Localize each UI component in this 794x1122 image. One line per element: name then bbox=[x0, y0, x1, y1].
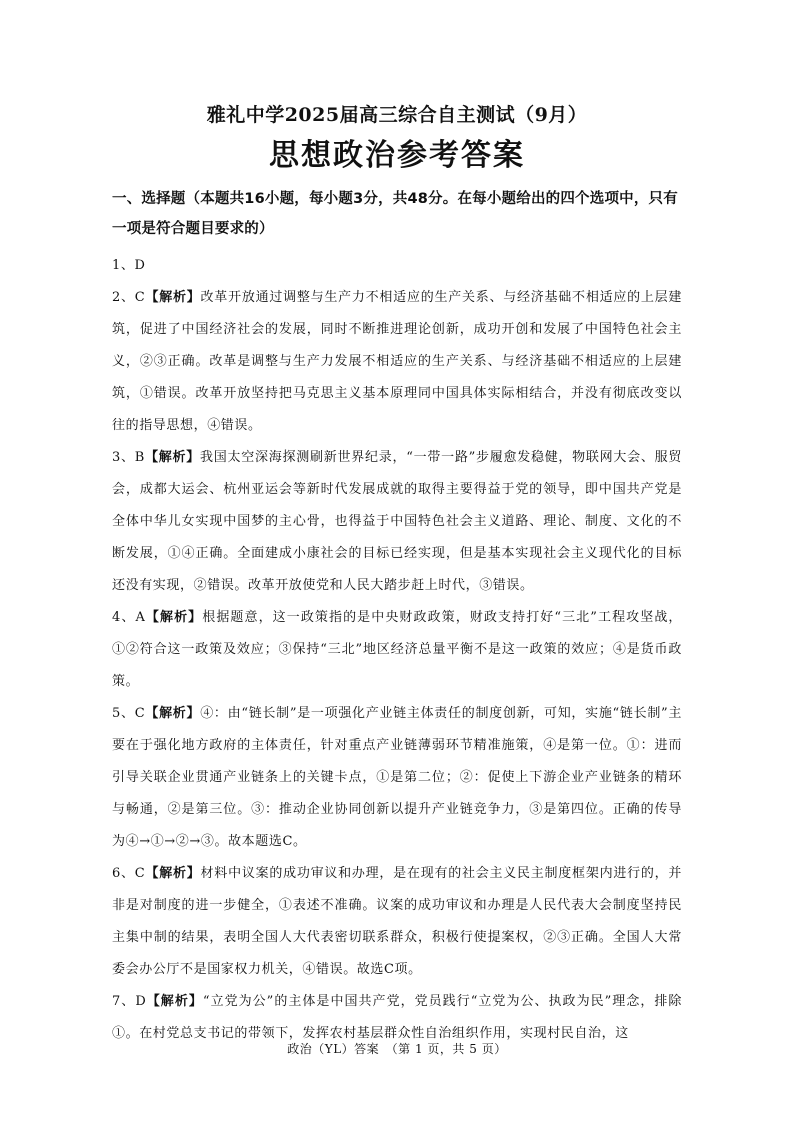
answer-number: 3、B bbox=[112, 450, 145, 465]
answer-number: 5、C bbox=[112, 706, 146, 721]
answer-text: 材料中议案的成功审议和办理，是在现有的社会主义民主制度框架内进行的，并非是对制度的进一步健全，①表述不准确。议案的成功审议和办理是人民代表大会制度坚持民主集中制的结果，表明全国人大代表密切联系群众，积极行使提案权，②③正确。全国人大常委会办公厅不是国家权力机关，④错误。故选C项。 bbox=[112, 866, 682, 977]
answer-1 bbox=[112, 250, 682, 282]
analysis-tag: 【解析】 bbox=[146, 994, 203, 1009]
document-title: 雅礼中学2025届高三综合自主测试（9月） bbox=[206, 104, 588, 126]
page-footer: 政治（YL）答案 （第 1 页，共 5 页） bbox=[287, 1042, 507, 1056]
answer-2 bbox=[112, 282, 682, 442]
analysis-tag: 【解析】 bbox=[145, 610, 203, 625]
analysis-tag: 【解析】 bbox=[145, 706, 201, 721]
answer-text: 根据题意，这一政策指的是中央财政政策，财政支持打好“三北”工程攻坚战，①②符合这一政策及效应；③保持“三北”地区经济总量平衡不是这一政策的效应；④是货币政策。 bbox=[112, 610, 683, 689]
answer-number: 2、C bbox=[112, 290, 146, 305]
answer-number: 4、A bbox=[112, 610, 146, 625]
analysis-tag: 【解析】 bbox=[145, 866, 201, 881]
answer-number: 1、D bbox=[112, 258, 146, 273]
document-subtitle: 思想政治参考答案 bbox=[269, 138, 525, 173]
answer-number: 6、C bbox=[112, 866, 146, 881]
answer-text: 改革开放通过调整与生产力不相适应的生产关系、与经济基础不相适应的上层建筑，促进了中国经济社会的发展，同时不断推进理论创新，成功开创和发展了中国特色社会主义，②③正确。改革是调整与生产力发展不相适应的生产关系、与经济基础不相适应的上层建筑，①错误。改革开放坚持把马克思主义基本原理同中国具体实际相结合，并没有彻底改变以往的指导思想，④错误。 bbox=[112, 290, 682, 433]
answer-3 bbox=[112, 442, 682, 602]
section-heading: 一、选择题（本题共16小题，每小题3分，共48分。在每小题给出的四个选项中，只有一项是符合题目要求的） bbox=[112, 191, 678, 237]
answer-4 bbox=[112, 602, 682, 698]
answer-6 bbox=[112, 858, 682, 986]
answer-5 bbox=[112, 698, 682, 858]
answer-text: 我国太空深海探测刷新世界纪录，“一带一路”步履愈发稳健，物联网大会、服贸会，成都大运会、杭州亚运会等新时代发展成就的取得主要得益于党的领导，即中国共产党是全体中华儿女实现中国梦的主心骨，也得益于中国特色社会主义道路、理论、制度、文化的不断发展，①④正确。全面建成小康社会的目标已经实现，但是基本实现社会主义现代化的目标还没有实现，②错误。改革开放使党和人民大踏步赶上时代，③错误。 bbox=[112, 450, 682, 593]
analysis-tag: 【解析】 bbox=[144, 450, 201, 465]
analysis-tag: 【解析】 bbox=[145, 290, 201, 305]
answer-text: ④：由“链长制”是一项强化产业链主体责任的制度创新，可知，实施“链长制”主要在于强化地方政府的主体责任，针对重点产业链薄弱环节精准施策，④是第一位。①：进而引导关联企业贯通产业链条上的关键卡点，①是第二位；②：促使上下游企业产业链条的精环与畅通，②是第三位。③：推动企业协同创新以提升产业链竞争力，③是第四位。正确的传导为④→①→②→③。故本题选C。 bbox=[112, 706, 682, 849]
answer-number: 7、D bbox=[112, 994, 147, 1009]
answer-text: “立党为公”的主体是中国共产党，党员践行“立党为公、执政为民”理念，排除①。在村党总支书记的带领下，发挥农村基层群众性自治组织作用，实现村民自治，这 bbox=[112, 994, 683, 1041]
